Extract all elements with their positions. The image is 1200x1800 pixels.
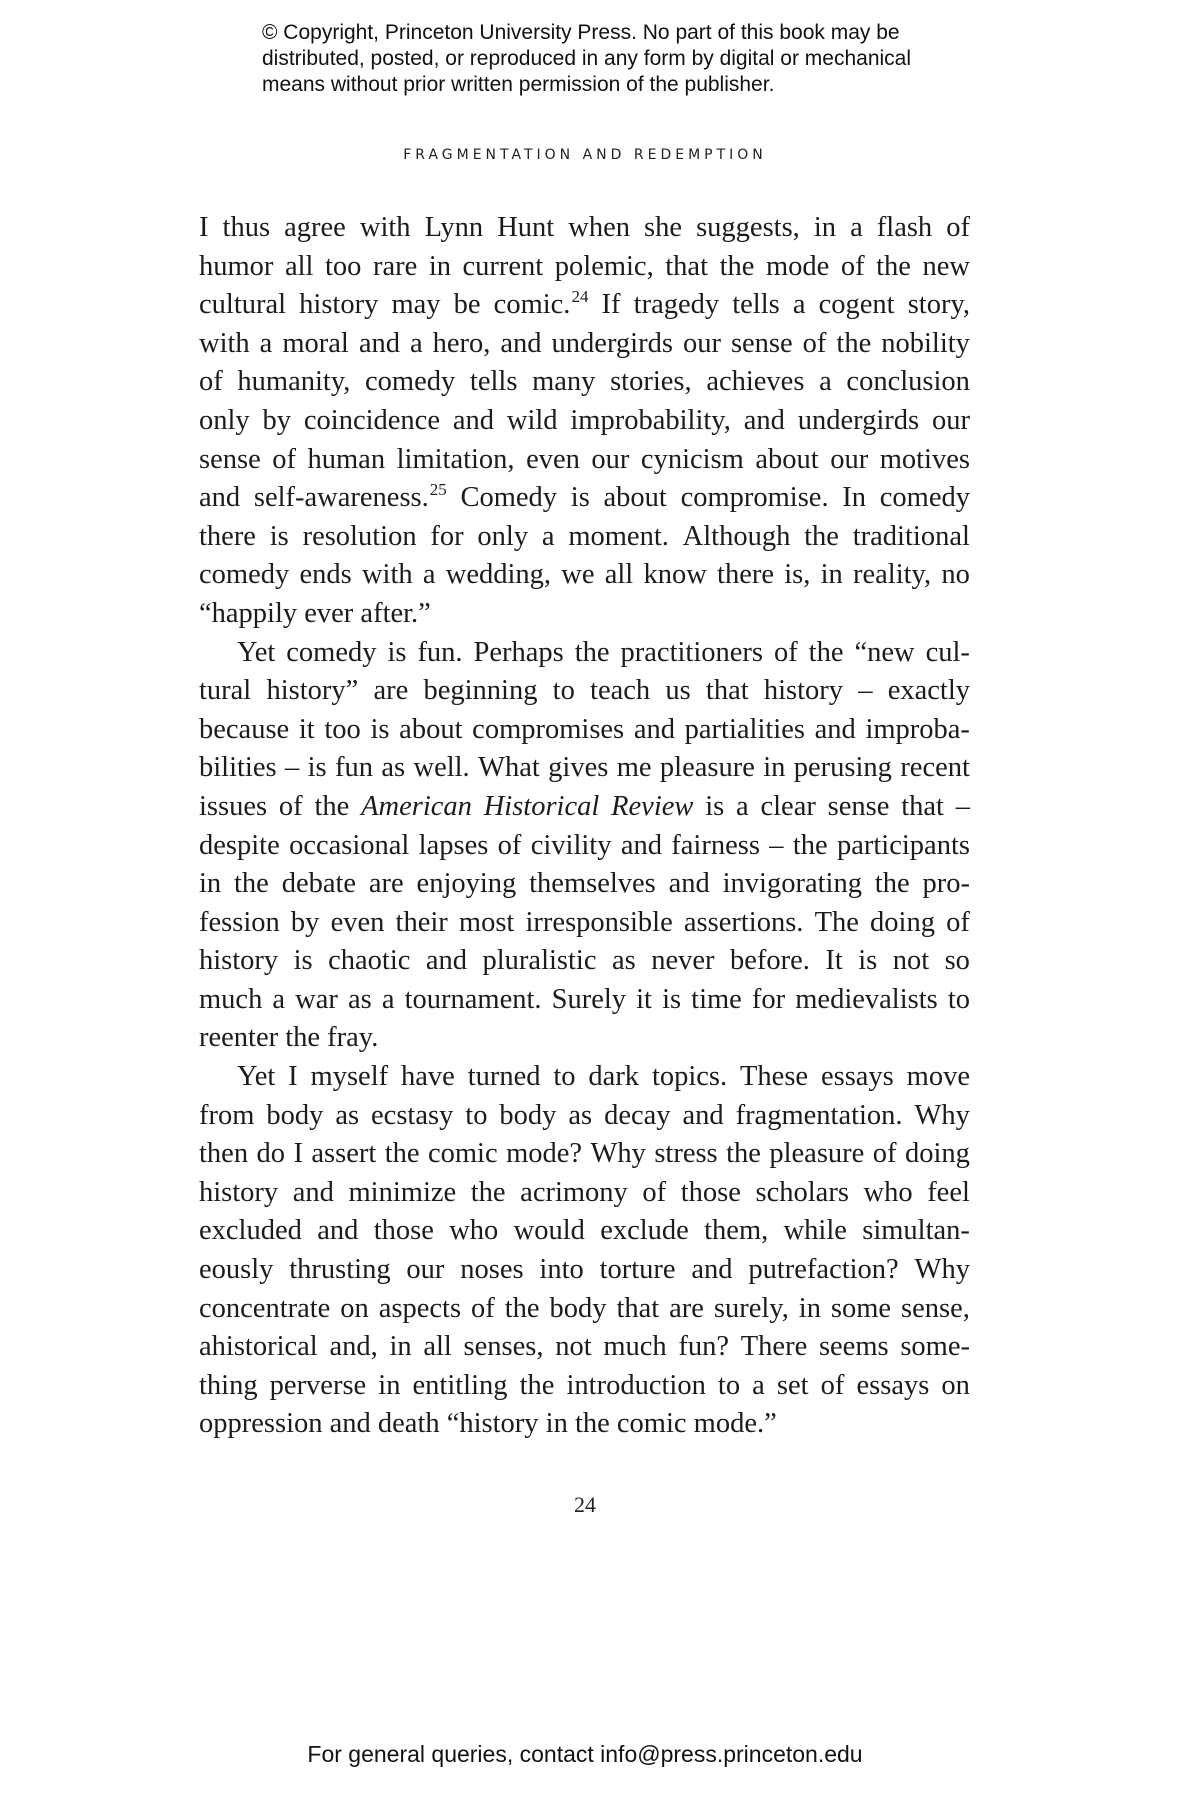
text-line: despite occasional lapses of civility and fairness – the participants [199,829,970,861]
text-line: humor all too rare in current polemic, that the mode of the new [199,250,970,282]
footer-contact: For general queries, contact info@press.princeton.edu [307,1741,863,1767]
copyright-line: © Copyright, Princeton University Press. No part of this book may be [262,21,900,44]
text-line: in the debate are enjoying themselves and invigorating the pro- [199,868,970,900]
running-head: FRAGMENTATION AND REDEMPTION [403,147,767,163]
text-line: and self-awareness.$^{25}$ Comedy is about compromise. In comedy [199,480,970,514]
text-line: of humanity, comedy tells many stories, achieves a conclusion [199,366,970,398]
footnote-marker: 25 [429,480,447,500]
text-line: Yet I myself have turned to dark topics. These essays move [237,1061,970,1093]
text-line: excluded and those who would exclude them, while simultan- [199,1215,970,1247]
text-line: issues of the American Historical Review is a clear sense that – [199,790,970,822]
copyright-line: means without prior written permission of the publisher. [262,73,775,96]
text-line: fession by even their most irresponsible assertions. The doing of [199,906,970,938]
text-line: with a moral and a hero, and undergirds our sense of the nobility [199,327,970,359]
body-text [199,209,970,1444]
journal-title: American Historical Review [361,790,694,822]
text-line: thing perverse in entitling the introduction to a set of essays on [199,1369,970,1401]
text-line: tural history” are beginning to teach us that history – exactly [199,675,970,707]
page-number: 24 [574,1492,596,1517]
paragraph [199,634,970,1059]
text-line: cultural history may be comic.$^{24}$ If tragedy tells a cogent story, [199,287,970,321]
text-line: I thus agree with Lynn Hunt when she suggests, in a flash of [199,212,970,243]
text-line: Yet comedy is fun. Perhaps the practitioners of the “new cul- [237,636,970,668]
text-line: there is resolution for only a moment. Although the traditional [199,520,970,552]
text-line: only by coincidence and wild improbability, and undergirds our [199,404,970,436]
text-line: because it too is about compromises and partialities and improba- [199,713,970,745]
text-line: much a war as a tournament. Surely it is time for medievalists to [199,983,970,1015]
copyright-notice [262,20,982,98]
copyright-line: distributed, posted, or reproduced in any form by digital or mechanical [262,47,912,70]
text-line: concentrate on aspects of the body that are surely, in some sense, [199,1292,970,1324]
text-line: then do I assert the comic mode? Why stress the pleasure of doing [199,1138,970,1170]
text-line: oppression and death “history in the comic mode.” [199,1408,777,1440]
text-line: eously thrusting our noses into torture and putrefaction? Why [199,1254,970,1286]
text-line: from body as ecstasy to body as decay and fragmentation. Why [199,1099,970,1131]
footnote-marker: 24 [571,287,589,307]
paragraph [199,1058,970,1444]
text-line: ahistorical and, in all senses, not much fun? There seems some- [199,1331,970,1363]
text-line: history and minimize the acrimony of those scholars who feel [199,1176,970,1208]
text-line: comedy ends with a wedding, we all know there is, in reality, no [199,559,970,591]
text-line: “happily ever after.” [199,597,431,629]
text-line: sense of human limitation, even our cynicism about our motives [199,443,970,475]
text-line: history is chaotic and pluralistic as never before. It is not so [199,945,970,977]
text-line: bilities – is fun as well. What gives me pleasure in perusing recent [199,752,970,784]
paragraph [199,209,970,634]
text-line: reenter the fray. [199,1022,379,1054]
